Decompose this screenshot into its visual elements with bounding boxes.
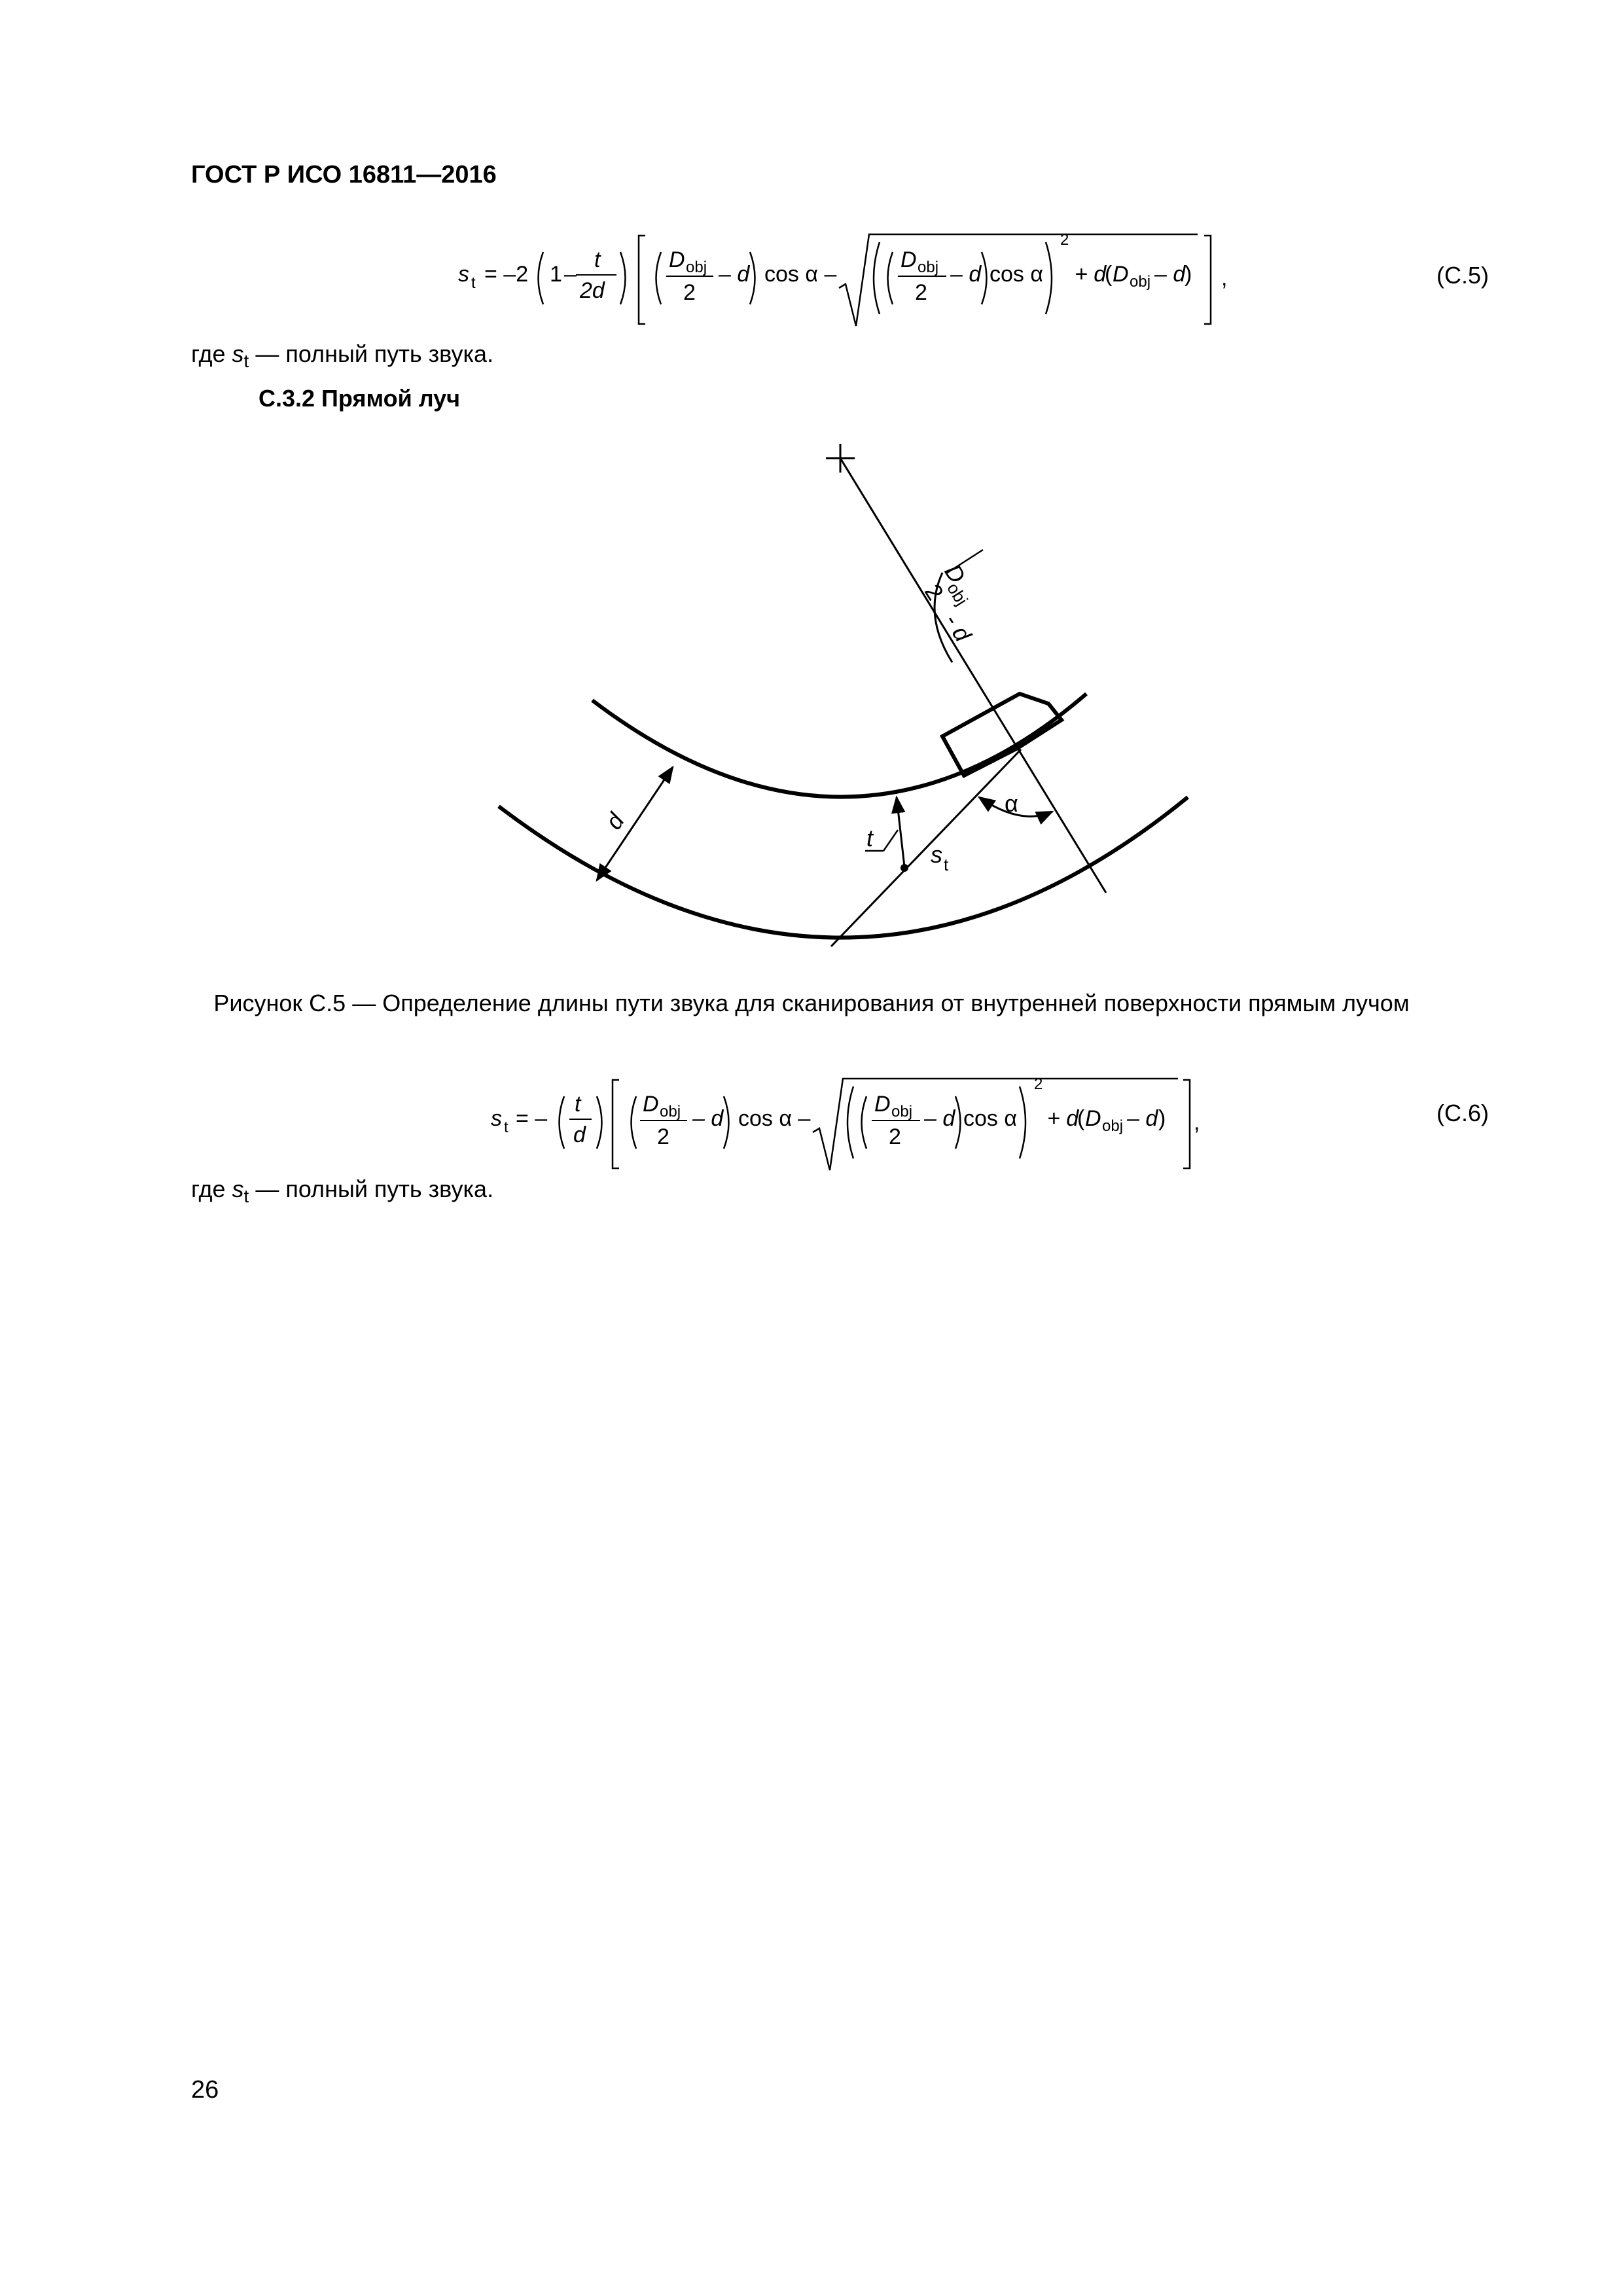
- c5-minus-d-2: – d: [950, 262, 982, 287]
- c5-eq-coef: = –2: [484, 262, 529, 287]
- definition-var: s: [232, 340, 244, 367]
- c6-paren-close: ): [1158, 1106, 1166, 1131]
- c5-minus-d-3: – d: [1154, 262, 1186, 287]
- c6-s: s: [491, 1106, 502, 1131]
- c6-obj-1: obj: [660, 1103, 681, 1121]
- c6-eq: = –: [516, 1106, 548, 1131]
- definition-prefix: где: [191, 1175, 232, 1202]
- reflector-point: [901, 864, 908, 872]
- c5-trail: ,: [1221, 266, 1228, 291]
- c5-two-2: 2: [915, 280, 927, 305]
- c5-D-3: D: [1113, 262, 1129, 287]
- c5-D-2: D: [901, 247, 917, 272]
- c6-cos: cos α –: [738, 1106, 811, 1131]
- definition-text: — полный путь звука.: [249, 340, 494, 367]
- c5-obj-2: obj: [918, 259, 939, 276]
- c5-paren-open: (: [1105, 262, 1113, 287]
- definition-c6: [191, 1175, 493, 1207]
- c6-trail: ,: [1194, 1110, 1200, 1135]
- c6-cos-alpha: cos α: [963, 1106, 1018, 1131]
- formula-c6: [471, 1060, 1289, 1178]
- sound-path-line: [831, 749, 1021, 946]
- definition-prefix: где: [191, 340, 232, 367]
- c5-two-1: 2: [683, 280, 696, 305]
- c6-minus-d-1: – d: [692, 1106, 724, 1131]
- definition-var-sub: t: [243, 351, 249, 372]
- c5-paren-close: ): [1185, 262, 1192, 287]
- c6-t: t: [575, 1092, 581, 1117]
- c5-obj-3: obj: [1130, 273, 1151, 291]
- c5-2d: 2d: [580, 278, 605, 303]
- definition-var-sub: t: [243, 1186, 249, 1207]
- equation-number-c5: (C.5): [1436, 262, 1489, 289]
- equation-number-c6: (C.6): [1436, 1100, 1489, 1126]
- c5-obj-1: obj: [686, 259, 707, 276]
- c6-minus-d-3: – d: [1127, 1106, 1158, 1131]
- c6-s-sub: t: [504, 1119, 508, 1136]
- c6-two-2: 2: [889, 1124, 901, 1149]
- probe-shape: [942, 694, 1061, 776]
- section-heading: C.3.2 Прямой луч: [259, 385, 461, 412]
- document-header: ГОСТ Р ИСО 16811—2016: [191, 161, 497, 188]
- label-dobj-minus-d: - d: [939, 608, 977, 647]
- label-alpha: α: [1005, 790, 1018, 817]
- c6-plus-d: + d: [1047, 1106, 1079, 1131]
- label-dobj-sub: obj: [943, 579, 972, 609]
- c6-minus-d-2: – d: [924, 1106, 955, 1131]
- c5-minus-d-1: – d: [719, 262, 750, 287]
- c6-D-2: D: [874, 1092, 891, 1117]
- radial-line: [840, 458, 1106, 893]
- c5-cos-alpha: cos α: [990, 262, 1044, 287]
- t-leader: [883, 830, 898, 851]
- c5-power: 2: [1060, 231, 1069, 249]
- label-d: d: [599, 808, 630, 834]
- depth-dimension: [897, 797, 904, 867]
- c6-two-1: 2: [657, 1124, 669, 1149]
- c5-D-1: D: [669, 247, 685, 272]
- figure-caption: Рисунок C.5 — Определение длины пути звука для сканирования от внутренней поверхности прямым лучом: [213, 990, 1410, 1016]
- c6-power: 2: [1034, 1075, 1043, 1093]
- c6-paren-open: (: [1077, 1106, 1085, 1131]
- label-dobj-two: 2: [919, 579, 950, 605]
- inner-surface-arc: [592, 694, 1086, 797]
- c5-s: s: [458, 262, 469, 287]
- definition-text: — полный путь звука.: [249, 1175, 494, 1202]
- c5-cos: cos α –: [764, 262, 837, 287]
- label-s-sub: t: [944, 855, 949, 874]
- c6-obj-2: obj: [891, 1103, 913, 1121]
- label-s: s: [931, 841, 942, 868]
- c6-d: d: [573, 1122, 586, 1147]
- c5-t: t: [594, 247, 601, 272]
- c5-s-sub: t: [471, 274, 476, 292]
- c5-one: 1: [550, 262, 562, 287]
- label-dobj: D: [939, 559, 971, 588]
- c6-D-1: D: [643, 1092, 659, 1117]
- label-t: t: [866, 825, 874, 852]
- c6-D-3: D: [1085, 1106, 1101, 1131]
- definition-var: s: [232, 1175, 244, 1202]
- c5-minus-1: –: [564, 262, 577, 287]
- c5-plus-d: + d: [1075, 262, 1107, 287]
- c6-obj-3: obj: [1102, 1117, 1124, 1135]
- page-number: 26: [191, 2076, 219, 2104]
